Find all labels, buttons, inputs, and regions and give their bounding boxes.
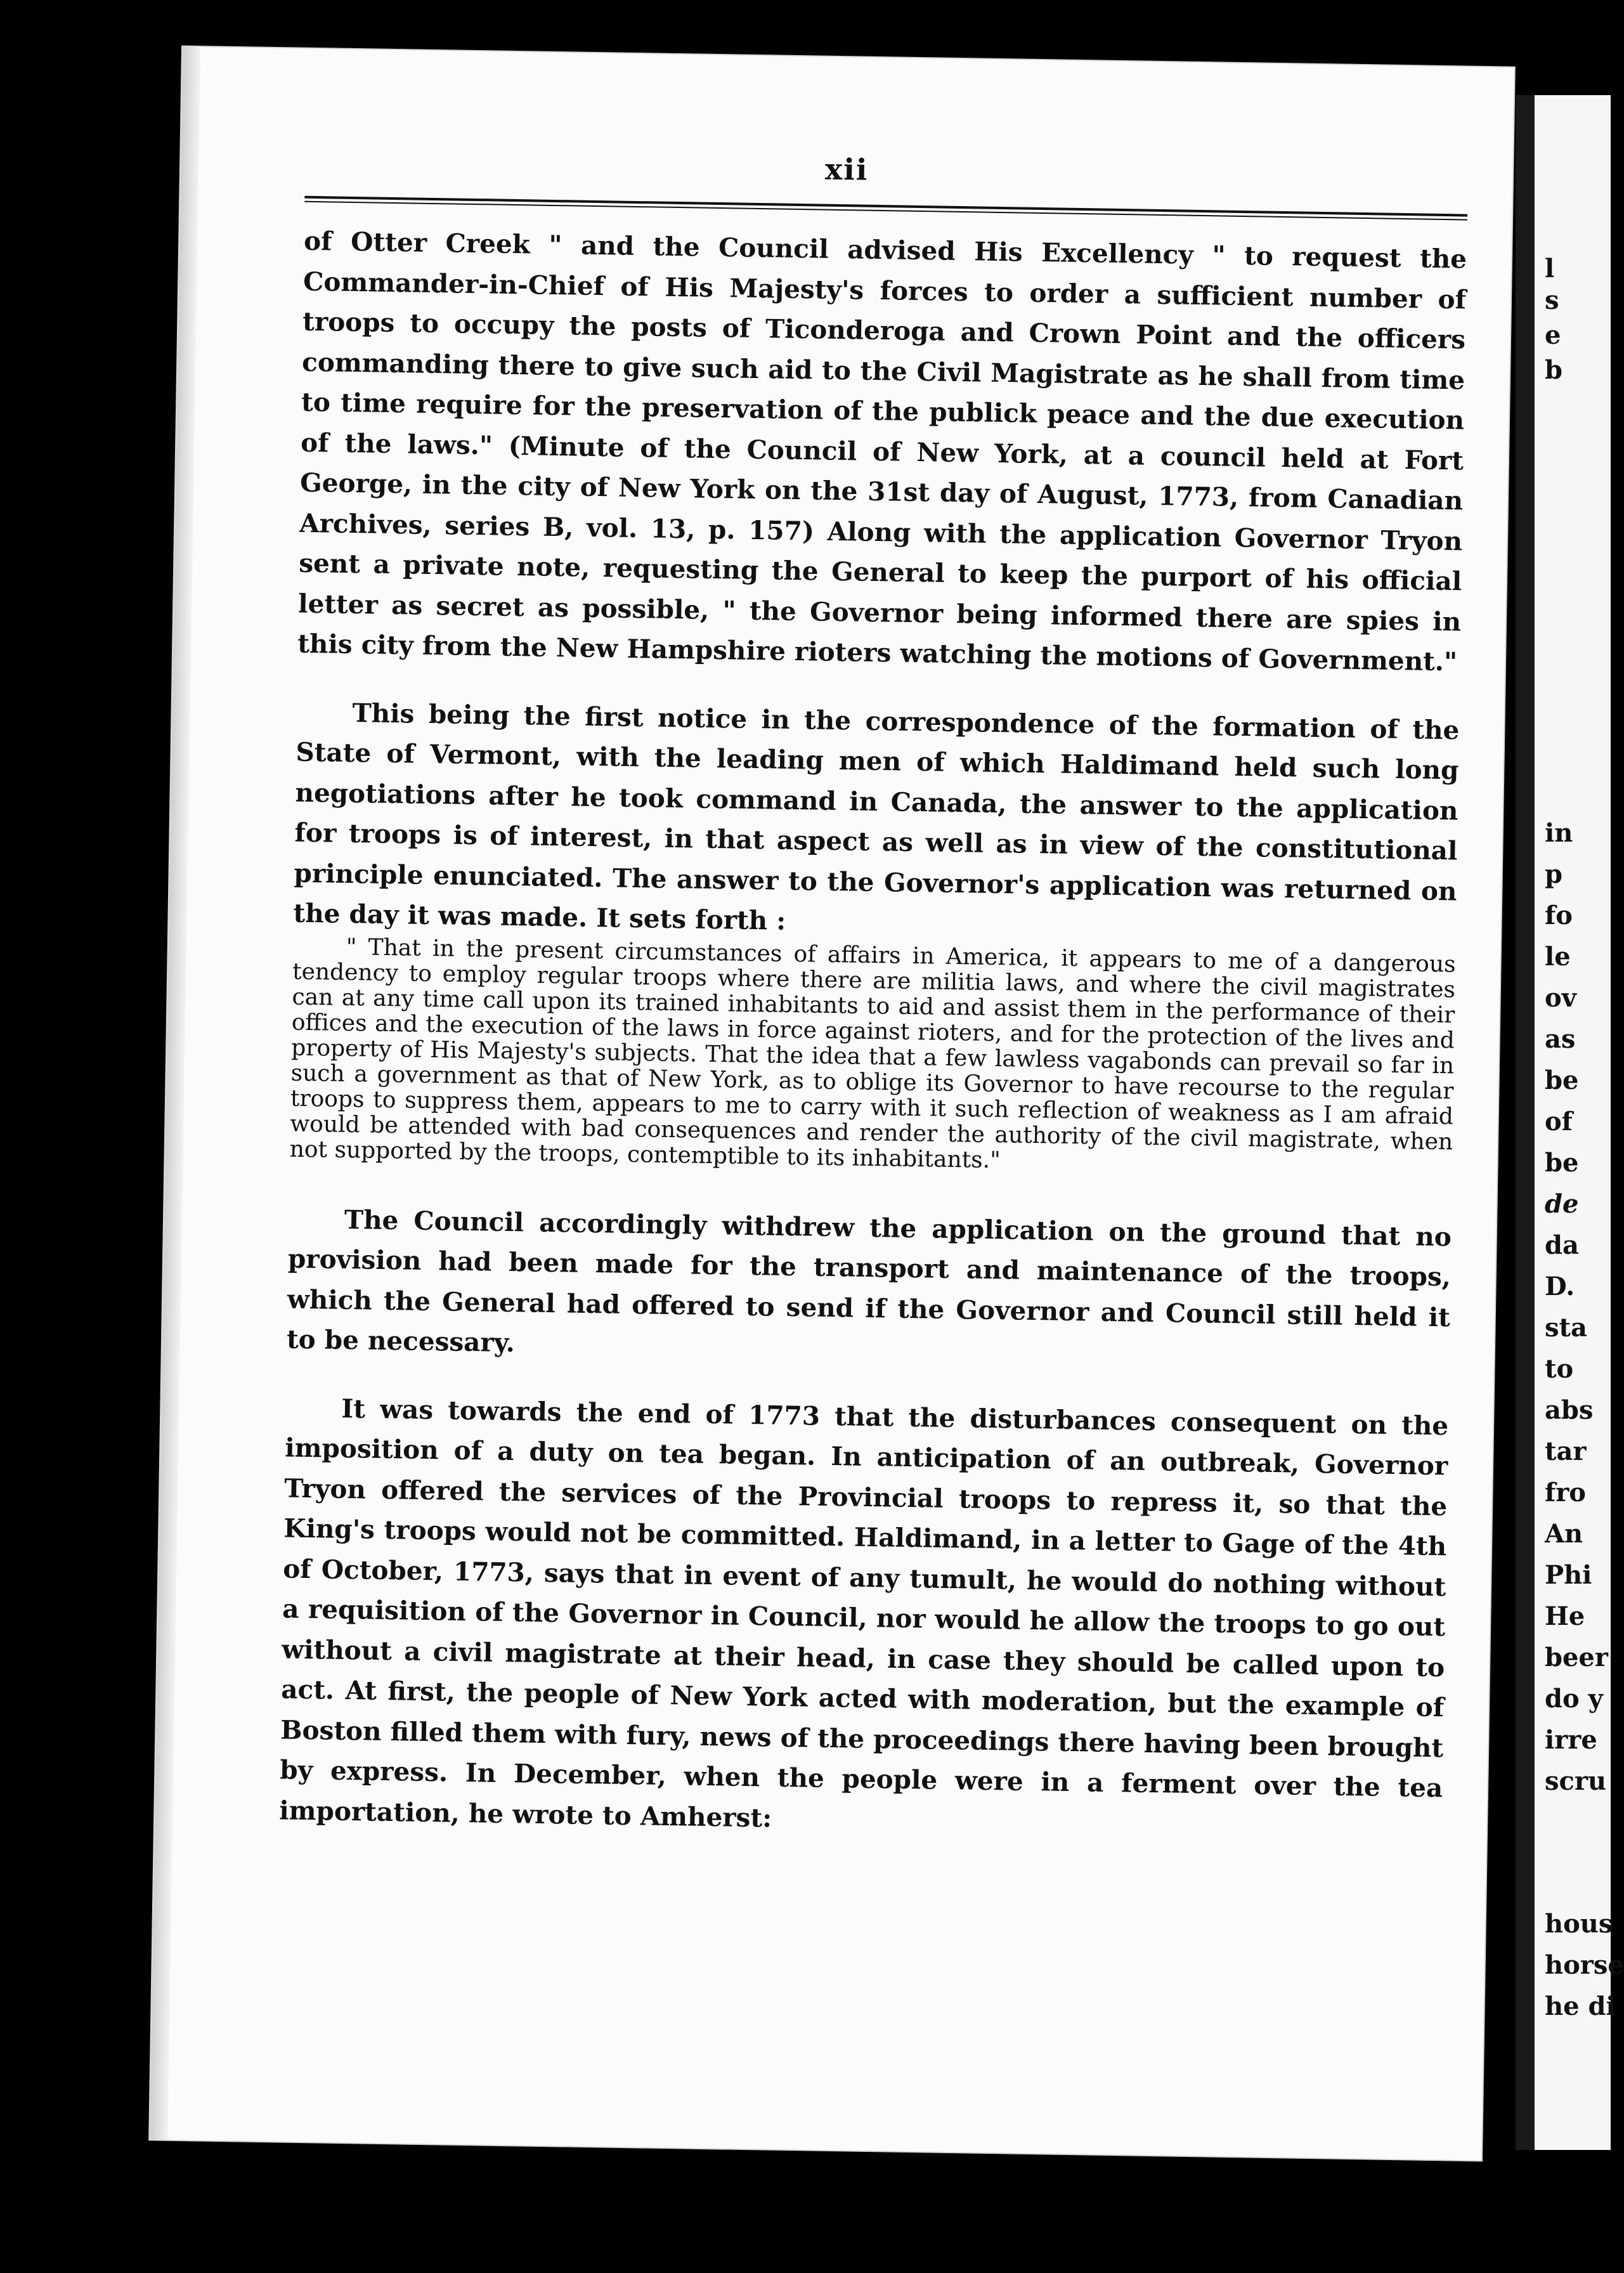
facing-page-fragment: do y xyxy=(1545,1684,1603,1714)
header-rule xyxy=(304,196,1467,221)
facing-page-fragment: s xyxy=(1545,285,1559,315)
paragraph: of Otter Creek " and the Council advised His Excellency " to request the Commander-in-Chief of His Majesty's forces to order a sufficient number of troops to occupy the posts of Ticonderoga and Crown Point and the officers commanding there to give such aid to the Civil Magistrate as he shall from time to time require for the preservation of the publick peace and the due execution of the laws." (Minute of the Council of New York, at a council held at Fort George, in the city of New York on the 31st day of August, 1773, from Canadian Archives, series B, vol. 13, p. 157) Along with the application Governor Tryon sent a private note, requesting the General to keep the purport of his official letter as secret as possible, " the Governor being informed there are spies in this city from the New Hampshire rioters watching the motions of Government." xyxy=(297,225,1467,677)
facing-page-fragment: abs xyxy=(1545,1395,1594,1425)
facing-page-fragment: le xyxy=(1545,942,1571,972)
facing-page-fragment: fro xyxy=(1545,1478,1586,1508)
facing-page-fragment: de xyxy=(1545,1189,1579,1219)
facing-page-fragment: D. xyxy=(1545,1272,1575,1301)
page-number: xii xyxy=(824,152,869,187)
facing-page xyxy=(1516,95,1624,2150)
facing-page-fragment: e xyxy=(1545,320,1561,350)
facing-page-fragment: hous xyxy=(1545,1909,1613,1939)
facing-page-fragment: in xyxy=(1545,818,1573,848)
page-body xyxy=(279,221,1467,1849)
facing-page-fragment: fo xyxy=(1545,901,1573,930)
facing-page-fragment: be xyxy=(1545,1065,1579,1095)
facing-page-fragment: b xyxy=(1545,355,1562,385)
facing-page-fragment: Phi xyxy=(1545,1560,1592,1590)
facing-page-fragment: as xyxy=(1545,1024,1576,1054)
facing-page-fragment: beer xyxy=(1545,1643,1608,1672)
binding-gutter xyxy=(1516,95,1535,2150)
facing-page-fragment: scru xyxy=(1545,1766,1607,1796)
facing-page-fragment: horse xyxy=(1545,1950,1624,1980)
facing-page-fragment: An xyxy=(1545,1519,1583,1549)
paragraph: The Council accordingly withdrew the application on the ground that no provision had been made for the transport and maintenance of the troops, which the General had offered to send if the Governor and Council still held it to be necessary. xyxy=(286,1204,1452,1358)
facing-page-fragment: sta xyxy=(1545,1313,1587,1343)
block-quote: " That in the present circumstances of affairs in America, it appears to me of a dangerous tendency to employ regular troops where there are militia laws, and where the civil magistrates can at any time call upon its trained inhabitants to aid and assist them in the performance of their offices and the execution of the laws in force against rioters, and for the protection of the lives and property of His Majesty's subjects. That the idea that a few lawless vagabonds can prevail so far in such a government as that of New York, as to oblige its Governor to have recourse to the regular troops to suppress them, appears to me to carry with it such reflection of weakness as I am afraid would be attended with bad consequences and render the authority of the civil magistrate, when not supported by the troops, contemptible to its inhabitants." xyxy=(289,934,1456,1173)
facing-page-fragment: tar xyxy=(1545,1436,1587,1466)
facing-page-fragment: da xyxy=(1545,1230,1579,1260)
facing-page-fragment: He xyxy=(1545,1601,1585,1631)
facing-page-fragment: be xyxy=(1545,1148,1579,1178)
book-page xyxy=(150,47,1514,2161)
facing-page-fragment: of xyxy=(1545,1107,1573,1136)
facing-page-fragment: l xyxy=(1545,254,1555,283)
facing-page-fragment: p xyxy=(1545,859,1562,889)
facing-page-fragment: irre xyxy=(1545,1725,1597,1755)
facing-page-fragment: ov xyxy=(1545,983,1576,1013)
paragraph: It was towards the end of 1773 that the disturbances consequent on the imposition of a duty on tea began. In anticipation of an outbreak, Governor Tryon offered the services of the Provincial troops to repress it, so that the King's troops would not be committed. Haldimand, in a letter to Gage of the 4th of October, 1773, says that in event of any tumult, he would do nothing without a requisition of the Governor in Council, nor would he allow the troops to go out without a civil magistrate at their head, in case they should be called upon to act. At first, the people of New York acted with moderation, but the example of Boston filled them with fury, news of the proceedings there having been brought by express. In December, when the people were in a ferment over the tea importation, he wrote to Amherst: xyxy=(279,1393,1449,1833)
paragraph: This being the first notice in the correspondence of the formation of the State of Vermont, with the leading men of which Haldimand held such long negotiations after he took command in Canada, the answer to the application for troops is of interest, in that aspect as well as in view of the constitutional principle enunciated. The answer to the Governor's application was returned on the day it was made. It sets forth : xyxy=(293,697,1460,936)
facing-page-fragment: to xyxy=(1545,1354,1574,1384)
facing-page-fragment: he di xyxy=(1545,1991,1616,2021)
